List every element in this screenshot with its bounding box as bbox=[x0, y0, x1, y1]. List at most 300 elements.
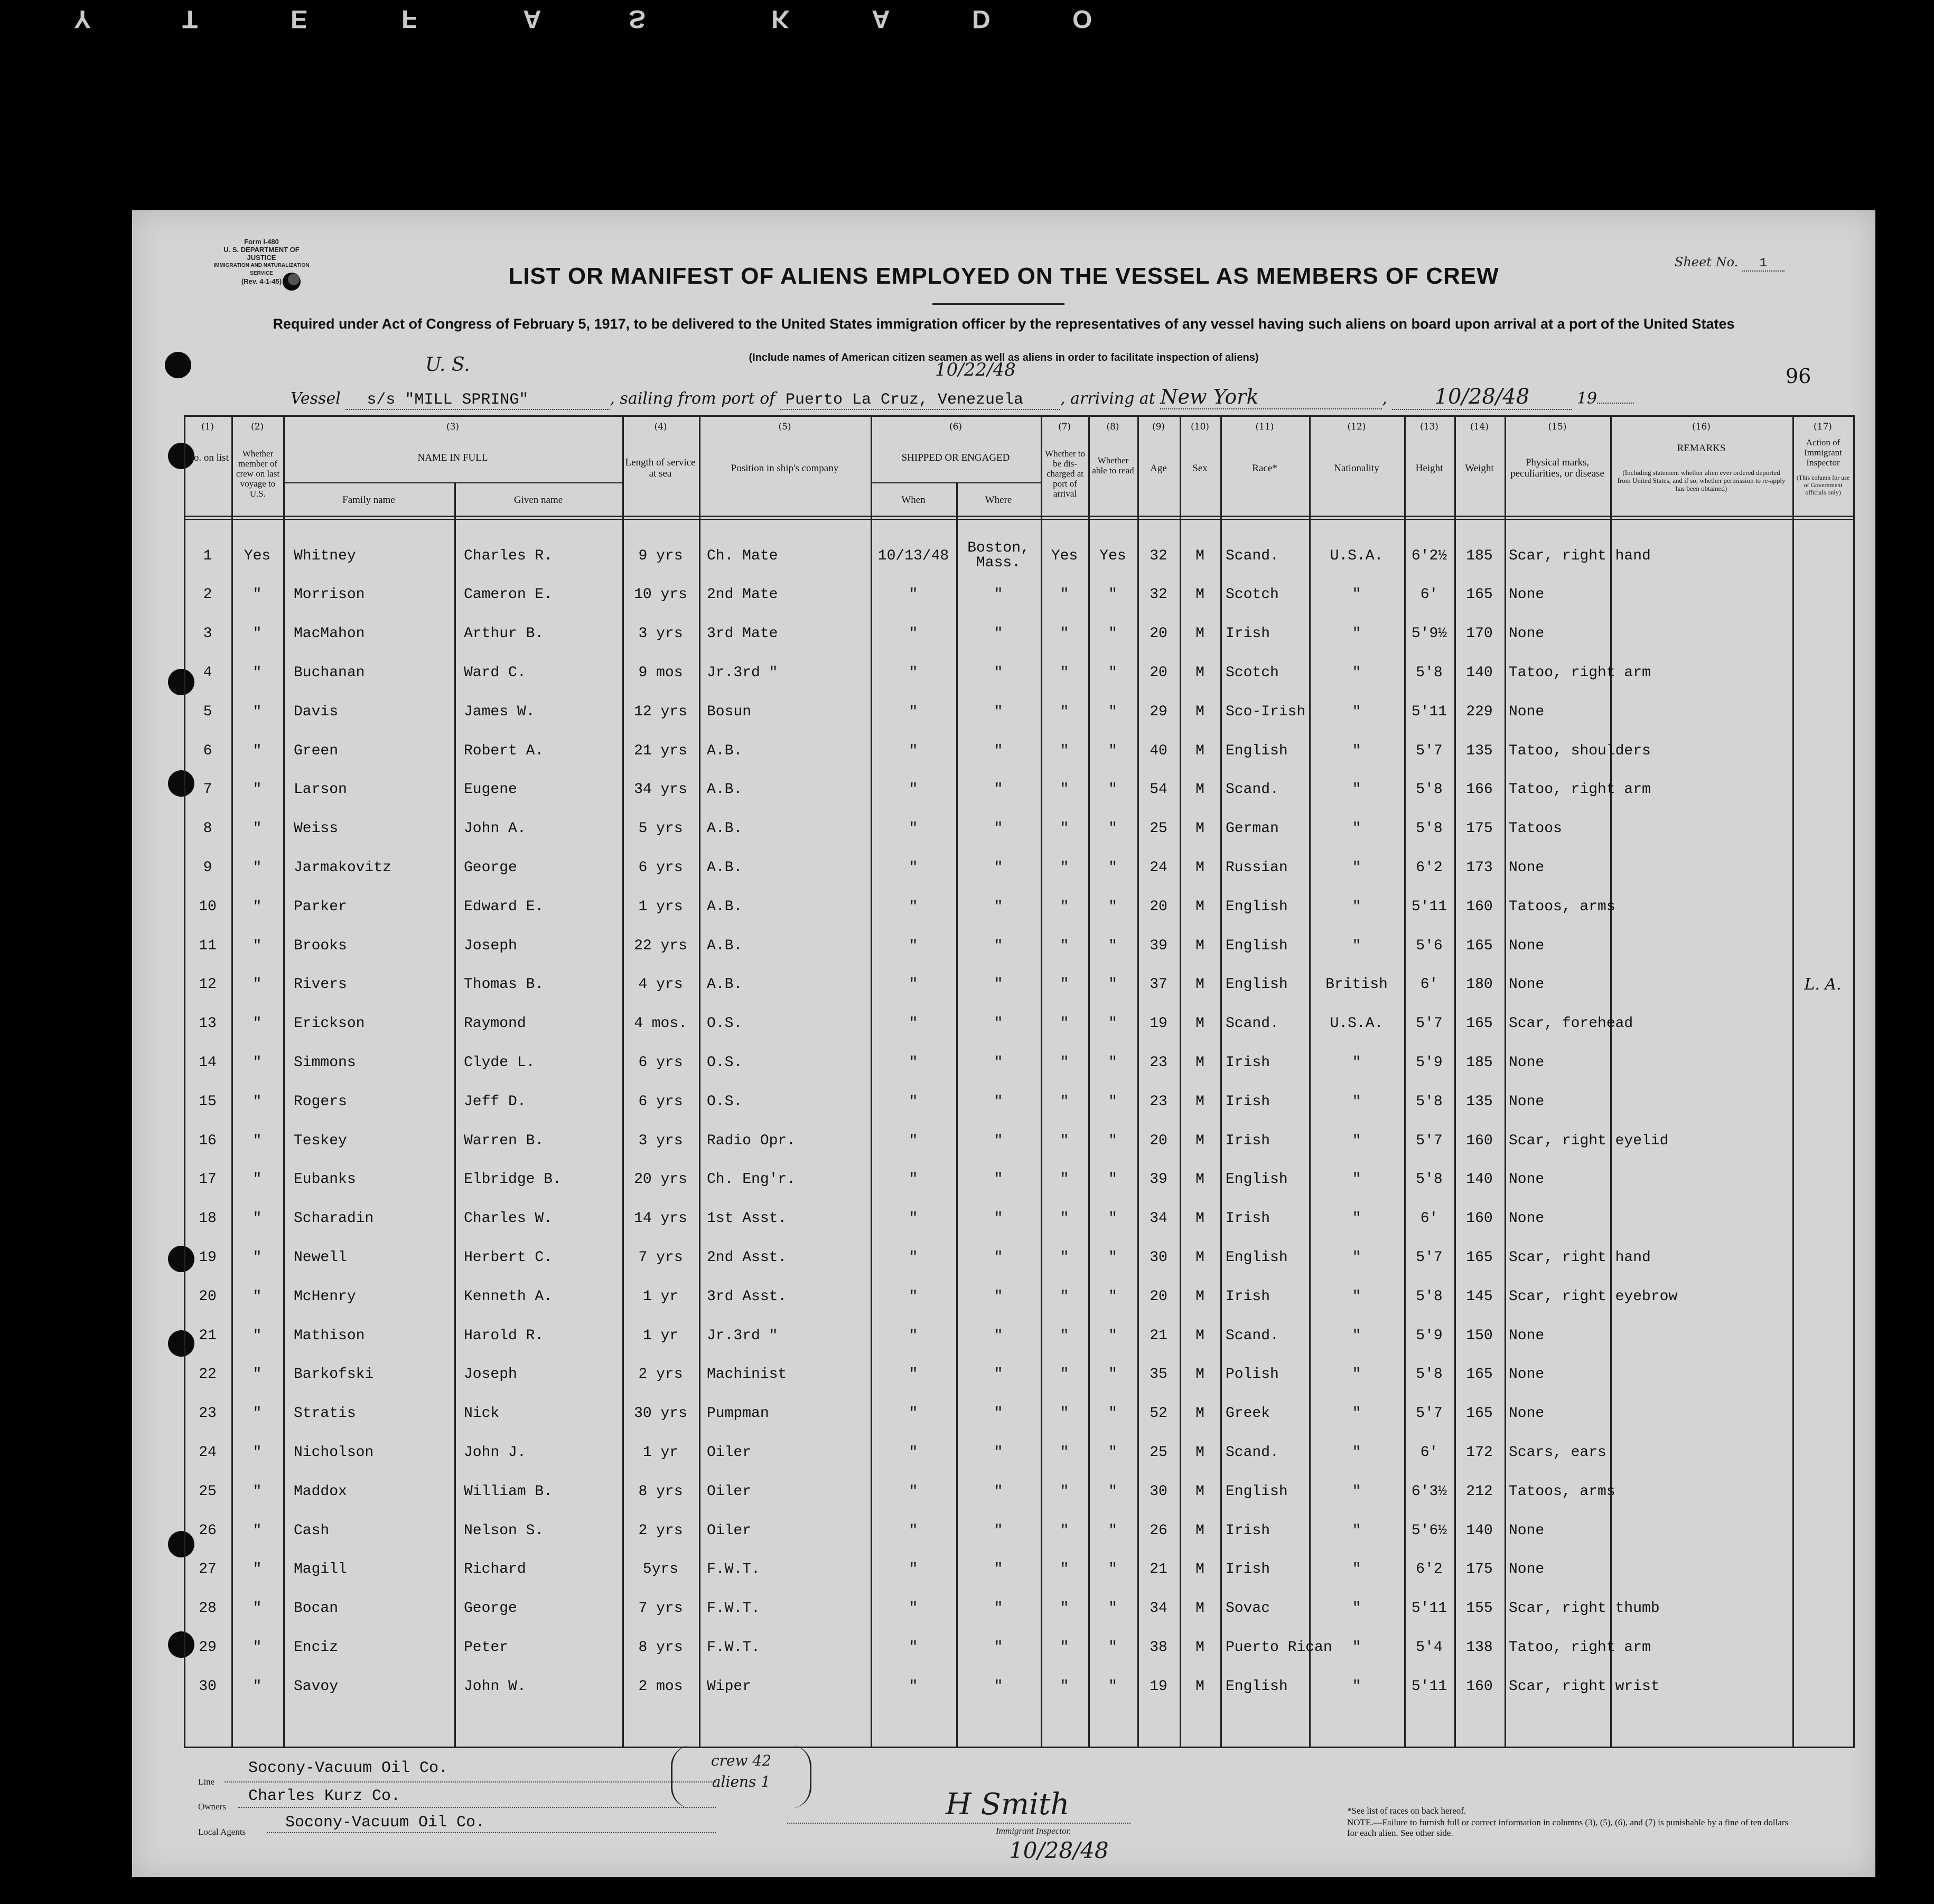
row-race: Sco-Irish bbox=[1226, 703, 1306, 720]
row-service: 5 yrs bbox=[638, 820, 683, 837]
column-number: (10) bbox=[1191, 422, 1209, 432]
footer-underline bbox=[238, 1806, 716, 1808]
row-position: Jr.3rd " bbox=[707, 1327, 778, 1344]
row-physical-marks: Tatoos, arms bbox=[1509, 1483, 1615, 1500]
row-where: " bbox=[994, 820, 1003, 837]
row-given-name: John J. bbox=[464, 1444, 526, 1461]
row-race: Scand. bbox=[1226, 1444, 1279, 1461]
row-height: 6' bbox=[1420, 1210, 1438, 1227]
row-when: " bbox=[909, 781, 918, 798]
row-inspector-action bbox=[1792, 1395, 1853, 1433]
row-inspector-action bbox=[1792, 1238, 1853, 1276]
row-where: " bbox=[994, 1405, 1003, 1422]
row-age: 21 bbox=[1150, 1561, 1167, 1578]
row-inspector-action bbox=[1792, 810, 1853, 848]
row-discharged: " bbox=[1060, 1210, 1069, 1227]
row-physical-marks: None bbox=[1509, 1171, 1545, 1188]
row-physical-marks: None bbox=[1509, 1561, 1545, 1578]
row-inspector-action bbox=[1792, 1356, 1853, 1394]
vessel-line: Vessel s/s "MILL SPRING" , sailing from port of Puerto La Cruz, Venezuela , arriving at New York , 10/28/48 19 bbox=[291, 385, 1849, 410]
row-position: Pumpman bbox=[707, 1405, 769, 1422]
row-discharged: " bbox=[1060, 1561, 1069, 1578]
row-when: " bbox=[909, 1015, 918, 1032]
row-family-name: Cash bbox=[294, 1522, 330, 1539]
row-able-to-read: " bbox=[1108, 1405, 1117, 1422]
row-race: English bbox=[1226, 1678, 1288, 1695]
row-given-name: Clyde L. bbox=[464, 1054, 535, 1071]
row-race: Sovac bbox=[1226, 1600, 1270, 1617]
row-age: 23 bbox=[1150, 1093, 1167, 1110]
row-sex: M bbox=[1195, 547, 1204, 564]
row-age: 29 bbox=[1150, 703, 1167, 720]
row-family-name: Brooks bbox=[294, 937, 347, 954]
row-weight: 150 bbox=[1466, 1327, 1493, 1344]
row-when: " bbox=[909, 1249, 918, 1266]
table-row bbox=[184, 1238, 1855, 1276]
footer-owners-label: Owners bbox=[198, 1802, 226, 1812]
row-given-name: Thomas B. bbox=[464, 976, 544, 993]
row-where: " bbox=[994, 626, 1003, 642]
row-sex: M bbox=[1195, 703, 1204, 720]
row-family-name: Simmons bbox=[294, 1054, 356, 1071]
row-height: 5'7 bbox=[1416, 1015, 1443, 1032]
row-where: " bbox=[994, 1249, 1003, 1266]
column-number: (4) bbox=[654, 422, 667, 432]
row-nationality: " bbox=[1352, 1639, 1361, 1656]
row-age: 24 bbox=[1150, 859, 1167, 876]
row-race: Puerto Rican bbox=[1226, 1639, 1332, 1656]
row-given-name: John W. bbox=[464, 1678, 526, 1695]
row-position: Radio Opr. bbox=[707, 1132, 796, 1149]
row-height: 5'11 bbox=[1411, 898, 1447, 915]
column-number: (17) bbox=[1814, 422, 1832, 432]
row-race: English bbox=[1226, 1249, 1288, 1266]
row-discharged: " bbox=[1060, 1015, 1069, 1032]
row-age: 40 bbox=[1150, 742, 1167, 759]
row-when: " bbox=[909, 1171, 918, 1188]
row-race: English bbox=[1226, 1171, 1288, 1188]
column-number: (8) bbox=[1106, 422, 1119, 432]
row-weight: 172 bbox=[1466, 1444, 1493, 1461]
row-sex: M bbox=[1195, 586, 1204, 603]
row-inspector-action bbox=[1792, 1667, 1853, 1705]
edge-letter: Y bbox=[74, 5, 91, 33]
film-edge-markings bbox=[0, 0, 1934, 48]
row-discharged: " bbox=[1060, 781, 1069, 798]
row-nationality: British bbox=[1325, 976, 1388, 993]
row-when: " bbox=[909, 1600, 918, 1617]
row-race: Irish bbox=[1226, 1522, 1270, 1539]
row-nationality: " bbox=[1352, 1561, 1361, 1578]
row-no: 11 bbox=[199, 937, 217, 954]
row-inspector-action bbox=[1792, 1122, 1853, 1160]
row-sex: M bbox=[1195, 664, 1204, 681]
row-height: 5'6½ bbox=[1411, 1522, 1447, 1539]
row-no: 14 bbox=[199, 1054, 217, 1071]
row-weight: 135 bbox=[1466, 1093, 1493, 1110]
row-service: 8 yrs bbox=[638, 1483, 683, 1500]
row-position: A.B. bbox=[707, 859, 743, 876]
row-given-name: Jeff D. bbox=[464, 1093, 526, 1110]
row-height: 5'8 bbox=[1416, 781, 1443, 798]
row-age: 19 bbox=[1150, 1015, 1167, 1032]
row-race: Russian bbox=[1226, 859, 1288, 876]
row-given-name: Warren B. bbox=[464, 1132, 544, 1149]
row-sex: M bbox=[1195, 820, 1204, 837]
row-physical-marks: Tatoos, arms bbox=[1509, 898, 1615, 915]
row-height: 6'2 bbox=[1416, 859, 1443, 876]
row-last-voyage: " bbox=[253, 1639, 262, 1656]
row-weight: 135 bbox=[1466, 742, 1493, 759]
form-number: Form I-480 bbox=[244, 238, 279, 246]
row-last-voyage: " bbox=[253, 898, 262, 915]
row-where: " bbox=[994, 1366, 1003, 1383]
row-sex: M bbox=[1195, 1522, 1204, 1539]
header-given-name: Given name bbox=[513, 494, 563, 506]
row-inspector-action bbox=[1792, 1590, 1853, 1628]
row-where: " bbox=[994, 1327, 1003, 1344]
row-physical-marks: None bbox=[1509, 626, 1545, 642]
row-weight: 140 bbox=[1466, 1522, 1493, 1539]
row-when: " bbox=[909, 1054, 918, 1071]
row-able-to-read: " bbox=[1108, 1522, 1117, 1539]
row-height: 5'8 bbox=[1416, 820, 1443, 837]
row-nationality: " bbox=[1352, 1678, 1361, 1695]
row-discharged: " bbox=[1060, 1093, 1069, 1110]
row-inspector-action: L. A. bbox=[1804, 975, 1842, 994]
footer-line-value: Socony-Vacuum Oil Co. bbox=[248, 1759, 449, 1777]
row-nationality: " bbox=[1352, 820, 1361, 837]
year-label: 19 bbox=[1576, 389, 1597, 408]
row-family-name: Enciz bbox=[294, 1639, 339, 1656]
row-last-voyage: " bbox=[253, 859, 262, 876]
row-age: 25 bbox=[1150, 820, 1167, 837]
inspector-label: Immigrant Inspector. bbox=[996, 1826, 1071, 1836]
row-able-to-read: " bbox=[1108, 1444, 1117, 1461]
row-where: " bbox=[994, 1210, 1003, 1227]
row-last-voyage: Yes bbox=[244, 547, 271, 564]
row-able-to-read: " bbox=[1108, 742, 1117, 759]
row-discharged: " bbox=[1060, 1444, 1069, 1461]
table-row bbox=[184, 1005, 1855, 1043]
row-weight: 173 bbox=[1466, 859, 1493, 876]
row-given-name: James W. bbox=[464, 703, 535, 720]
row-when: " bbox=[909, 976, 918, 993]
table-row bbox=[184, 732, 1855, 770]
row-when: " bbox=[909, 1444, 918, 1461]
header-shipped-or-engaged: SHIPPED OR ENGAGED bbox=[901, 452, 1010, 463]
row-sex: M bbox=[1195, 1678, 1204, 1695]
row-physical-marks: Tatoos bbox=[1509, 820, 1562, 837]
row-height: 5'11 bbox=[1411, 703, 1447, 720]
row-no: 10 bbox=[199, 898, 217, 915]
row-last-voyage: " bbox=[253, 1678, 262, 1695]
row-physical-marks: None bbox=[1509, 859, 1545, 876]
row-no: 30 bbox=[199, 1678, 217, 1695]
row-discharged: " bbox=[1060, 742, 1069, 759]
row-service: 6 yrs bbox=[638, 859, 683, 876]
row-sex: M bbox=[1195, 1327, 1204, 1344]
row-discharged: " bbox=[1060, 1054, 1069, 1071]
row-inspector-action bbox=[1792, 576, 1853, 614]
row-position: Wiper bbox=[707, 1678, 752, 1695]
row-race: Scand. bbox=[1226, 1015, 1279, 1032]
row-position: Oiler bbox=[707, 1444, 752, 1461]
title-underline bbox=[932, 303, 1064, 305]
row-race: Scand. bbox=[1226, 781, 1279, 798]
row-service: 7 yrs bbox=[638, 1600, 683, 1617]
row-last-voyage: " bbox=[253, 1327, 262, 1344]
row-able-to-read: " bbox=[1108, 1639, 1117, 1656]
header-family-name: Family name bbox=[342, 494, 395, 506]
row-last-voyage: " bbox=[253, 1288, 262, 1305]
row-inspector-action bbox=[1792, 1511, 1853, 1550]
row-service: 2 yrs bbox=[638, 1366, 683, 1383]
row-service: 9 mos bbox=[638, 664, 683, 681]
form-department: U. S. DEPARTMENT OF JUSTICE bbox=[223, 246, 300, 262]
row-position: Oiler bbox=[707, 1483, 752, 1500]
row-weight: 140 bbox=[1466, 1171, 1493, 1188]
row-nationality: " bbox=[1352, 1288, 1361, 1305]
row-where: " bbox=[994, 742, 1003, 759]
row-nationality: " bbox=[1352, 1171, 1361, 1188]
column-number: (11) bbox=[1255, 422, 1274, 432]
row-height: 5'8 bbox=[1416, 1288, 1443, 1305]
column-number: (15) bbox=[1548, 422, 1567, 432]
row-age: 20 bbox=[1150, 1288, 1167, 1305]
row-when: " bbox=[909, 1522, 918, 1539]
row-weight: 145 bbox=[1466, 1288, 1493, 1305]
row-able-to-read: Yes bbox=[1099, 547, 1126, 564]
row-family-name: Nicholson bbox=[294, 1444, 374, 1461]
row-where: " bbox=[994, 1483, 1003, 1500]
row-physical-marks: None bbox=[1509, 1327, 1545, 1344]
column-number: (6) bbox=[949, 422, 963, 432]
row-age: 37 bbox=[1150, 976, 1167, 993]
arrival-date-handwritten: 10/28/48 bbox=[1392, 385, 1572, 410]
row-height: 6'2 bbox=[1416, 1561, 1443, 1578]
row-age: 34 bbox=[1150, 1210, 1167, 1227]
row-discharged: " bbox=[1060, 937, 1069, 954]
row-where: " bbox=[994, 859, 1003, 876]
row-physical-marks: Scar, right wrist bbox=[1509, 1678, 1660, 1695]
row-nationality: " bbox=[1352, 1522, 1361, 1539]
row-physical-marks: None bbox=[1509, 1093, 1545, 1110]
row-nationality: " bbox=[1352, 703, 1361, 720]
row-where: " bbox=[994, 1522, 1003, 1539]
row-sex: M bbox=[1195, 1288, 1204, 1305]
row-family-name: Morrison bbox=[294, 586, 365, 603]
row-physical-marks: None bbox=[1509, 1405, 1545, 1422]
row-able-to-read: " bbox=[1108, 703, 1117, 720]
row-given-name: Ward C. bbox=[464, 664, 526, 681]
inspector-signature: H Smith bbox=[946, 1787, 1070, 1822]
row-when: " bbox=[909, 586, 918, 603]
row-able-to-read: " bbox=[1108, 1015, 1117, 1032]
row-age: 26 bbox=[1150, 1522, 1167, 1539]
vessel-prefix-handwritten: U. S. bbox=[425, 354, 470, 376]
row-able-to-read: " bbox=[1108, 1327, 1117, 1344]
row-physical-marks: None bbox=[1509, 976, 1545, 993]
row-nationality: " bbox=[1352, 1483, 1361, 1500]
table-row bbox=[184, 693, 1855, 731]
row-position: Jr.3rd " bbox=[707, 664, 778, 681]
row-where: " bbox=[994, 937, 1003, 954]
row-given-name: Herbert C. bbox=[464, 1249, 553, 1266]
row-when: " bbox=[909, 1132, 918, 1149]
row-discharged: " bbox=[1060, 703, 1069, 720]
row-service: 20 yrs bbox=[634, 1171, 687, 1188]
row-nationality: " bbox=[1352, 1132, 1361, 1149]
row-family-name: Parker bbox=[294, 898, 347, 915]
row-inspector-action bbox=[1792, 1277, 1853, 1315]
row-inspector-action bbox=[1792, 1082, 1853, 1121]
row-when: " bbox=[909, 859, 918, 876]
row-no: 7 bbox=[203, 781, 212, 798]
row-height: 5'8 bbox=[1416, 664, 1443, 681]
arriving-label: , arriving at bbox=[1060, 389, 1155, 408]
row-family-name: Savoy bbox=[294, 1678, 339, 1695]
row-weight: 160 bbox=[1466, 1210, 1493, 1227]
row-no: 4 bbox=[203, 664, 212, 681]
row-nationality: " bbox=[1352, 1600, 1361, 1617]
row-family-name: Green bbox=[294, 742, 339, 759]
row-discharged: " bbox=[1060, 898, 1069, 915]
row-when: " bbox=[909, 1483, 918, 1500]
row-family-name: Whitney bbox=[294, 547, 356, 564]
table-row bbox=[184, 1082, 1855, 1121]
row-when: 10/13/48 bbox=[877, 547, 949, 564]
header-height: Height bbox=[1415, 462, 1443, 474]
row-sex: M bbox=[1195, 976, 1204, 993]
row-discharged: " bbox=[1060, 976, 1069, 993]
row-inspector-action bbox=[1792, 654, 1853, 692]
row-sex: M bbox=[1195, 1366, 1204, 1383]
row-last-voyage: " bbox=[253, 1483, 262, 1500]
row-last-voyage: " bbox=[253, 976, 262, 993]
row-discharged: " bbox=[1060, 1522, 1069, 1539]
row-nationality: " bbox=[1352, 937, 1361, 954]
row-position: Oiler bbox=[707, 1522, 752, 1539]
row-no: 1 bbox=[203, 547, 212, 564]
table-row bbox=[184, 966, 1855, 1004]
row-weight: 160 bbox=[1466, 1678, 1493, 1695]
row-physical-marks: Scars, ears bbox=[1509, 1444, 1606, 1461]
row-able-to-read: " bbox=[1108, 1600, 1117, 1617]
table-rule bbox=[184, 516, 1855, 517]
header-no-on-list: No. on list bbox=[186, 452, 229, 463]
row-discharged: " bbox=[1060, 1288, 1069, 1305]
row-given-name: Arthur B. bbox=[464, 626, 544, 642]
crew-tally-handwritten bbox=[671, 1745, 811, 1808]
row-height: 5'7 bbox=[1416, 1405, 1443, 1422]
row-race: Irish bbox=[1226, 1093, 1270, 1110]
row-physical-marks: Tatoo, right arm bbox=[1509, 664, 1651, 681]
row-age: 32 bbox=[1150, 586, 1167, 603]
row-weight: 175 bbox=[1466, 820, 1493, 837]
row-sex: M bbox=[1195, 742, 1204, 759]
row-discharged: " bbox=[1060, 1639, 1069, 1656]
row-service: 12 yrs bbox=[634, 703, 687, 720]
row-family-name: Teskey bbox=[294, 1132, 347, 1149]
row-race: Irish bbox=[1226, 1288, 1270, 1305]
row-able-to-read: " bbox=[1108, 1171, 1117, 1188]
row-age: 39 bbox=[1150, 937, 1167, 954]
row-no: 23 bbox=[199, 1405, 217, 1422]
row-inspector-action bbox=[1792, 1433, 1853, 1471]
row-nationality: " bbox=[1352, 586, 1361, 603]
row-where: " bbox=[994, 1171, 1003, 1188]
row-nationality: " bbox=[1352, 1093, 1361, 1110]
row-physical-marks: None bbox=[1509, 1366, 1545, 1383]
row-weight: 166 bbox=[1466, 781, 1493, 798]
row-weight: 170 bbox=[1466, 626, 1493, 642]
row-sex: M bbox=[1195, 1561, 1204, 1578]
header-inspector-note: (This column for use of Government officials only) bbox=[1796, 474, 1850, 496]
vessel-name: s/s "MILL SPRING" bbox=[345, 391, 610, 410]
tally-aliens: aliens 1 bbox=[712, 1773, 771, 1790]
column-number: (14) bbox=[1470, 422, 1489, 432]
row-no: 18 bbox=[199, 1210, 217, 1227]
column-number: (13) bbox=[1420, 422, 1438, 432]
row-family-name: Larson bbox=[294, 781, 347, 798]
row-physical-marks: Scar, right hand bbox=[1509, 1249, 1651, 1266]
row-race: Scotch bbox=[1226, 586, 1279, 603]
row-when: " bbox=[909, 1093, 918, 1110]
column-number: (2) bbox=[250, 422, 264, 432]
row-service: 5yrs bbox=[642, 1561, 679, 1578]
row-service: 2 mos bbox=[638, 1678, 683, 1695]
row-no: 28 bbox=[199, 1600, 217, 1617]
row-sex: M bbox=[1195, 1171, 1204, 1188]
form-service: IMMIGRATION AND NATURALIZATION SERVICE bbox=[213, 263, 310, 276]
row-given-name: Edward E. bbox=[464, 898, 544, 915]
header-inspector-action: Action of Immigrant Inspector bbox=[1804, 437, 1842, 468]
row-age: 20 bbox=[1150, 626, 1167, 642]
row-last-voyage: " bbox=[253, 937, 262, 954]
row-race: English bbox=[1226, 742, 1288, 759]
row-height: 6' bbox=[1420, 586, 1438, 603]
row-sex: M bbox=[1195, 1483, 1204, 1500]
row-when: " bbox=[909, 1210, 918, 1227]
row-service: 8 yrs bbox=[638, 1639, 683, 1656]
tally-crew: crew 42 bbox=[711, 1752, 772, 1769]
row-weight: 160 bbox=[1466, 898, 1493, 915]
edge-letter: E bbox=[291, 5, 308, 33]
row-no: 16 bbox=[199, 1132, 217, 1149]
row-family-name: Jarmakovitz bbox=[294, 859, 391, 876]
row-family-name: Erickson bbox=[294, 1015, 365, 1032]
crew-table bbox=[184, 415, 1855, 1747]
row-height: 6' bbox=[1420, 976, 1438, 993]
row-race: Greek bbox=[1226, 1405, 1270, 1422]
row-discharged: " bbox=[1060, 626, 1069, 642]
header-nationality: Nationality bbox=[1334, 462, 1379, 474]
row-family-name: Bocan bbox=[294, 1600, 339, 1617]
row-discharged: " bbox=[1060, 1483, 1069, 1500]
sailing-port: Puerto La Cruz, Venezuela bbox=[780, 391, 1060, 410]
row-given-name: Kenneth A. bbox=[464, 1288, 553, 1305]
row-no: 21 bbox=[199, 1327, 217, 1344]
header-remarks: REMARKS bbox=[1677, 442, 1726, 454]
table-row bbox=[184, 927, 1855, 965]
row-where: " bbox=[994, 1678, 1003, 1695]
penalty-note: NOTE.—Failure to furnish full or correct information in columns (3), (5), (6), and (7) is punishable by a fine of ten dollars for each alien. See other side. bbox=[1347, 1817, 1789, 1838]
row-age: 25 bbox=[1150, 1444, 1167, 1461]
row-nationality: " bbox=[1352, 1210, 1361, 1227]
row-family-name: Weiss bbox=[294, 820, 339, 837]
row-weight: 229 bbox=[1466, 703, 1493, 720]
